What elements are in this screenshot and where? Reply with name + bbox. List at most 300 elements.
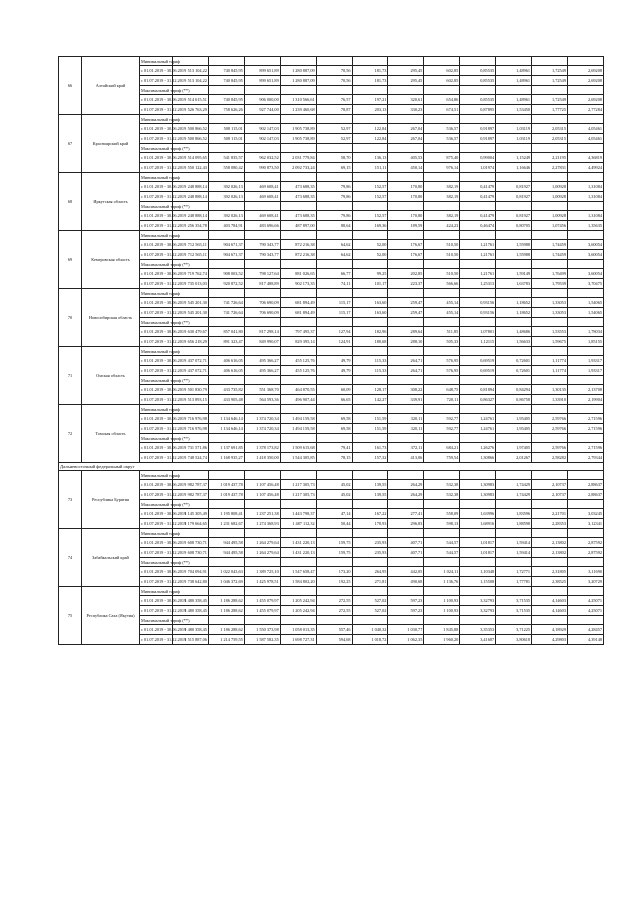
empty-cell — [244, 347, 280, 356]
value-cell: 1 960,20 — [424, 635, 460, 645]
empty-cell — [496, 144, 532, 153]
value-cell: 982 787,37 — [173, 480, 209, 490]
value-cell: 128,17 — [352, 385, 388, 395]
empty-cell — [388, 57, 424, 66]
value-cell: 602,85 — [424, 76, 460, 86]
value-cell: 152,57 — [352, 182, 388, 192]
value-cell: 904 671,37 — [208, 250, 244, 260]
value-cell: 0,91897 — [460, 134, 496, 144]
value-cell: 0,93156 — [460, 308, 496, 318]
value-cell: 2,38525 — [532, 577, 568, 587]
period-label: с 01.07.2019 - 31.12.2019 — [140, 221, 173, 231]
value-cell: 1 494 159,58 — [280, 414, 316, 424]
value-cell: 902 147,03 — [244, 124, 280, 134]
value-cell: 79,86 — [316, 192, 352, 202]
value-cell: 50,44 — [316, 519, 352, 529]
value-cell: 1,83596 — [496, 509, 532, 519]
empty-cell — [352, 347, 388, 356]
value-cell: 759,54 — [424, 453, 460, 463]
empty-cell — [460, 57, 496, 66]
empty-cell — [208, 115, 244, 124]
value-cell: 1,93317 — [567, 356, 603, 366]
value-cell: 514 095,65 — [173, 153, 209, 163]
period-label: с 01.01.2019 - 30.06.2019 — [140, 269, 173, 279]
value-cell: 927 744,00 — [244, 105, 280, 115]
value-cell: 101,17 — [352, 279, 388, 289]
tariff-row — [59, 124, 604, 134]
tariff-row — [59, 192, 604, 202]
value-cell: 592,77 — [424, 414, 460, 424]
value-cell: 2,10737 — [532, 480, 568, 490]
empty-cell — [244, 405, 280, 414]
tariff-row — [59, 424, 604, 434]
value-cell: 962 032,52 — [244, 153, 280, 163]
tariff-type-label: Минимальный тариф — [141, 530, 181, 536]
value-cell: 151,59 — [352, 424, 388, 434]
value-cell: 1,25313 — [460, 279, 496, 289]
value-cell: 52,00 — [352, 250, 388, 260]
value-cell: 1,01974 — [460, 163, 496, 173]
value-cell: 264,29 — [388, 490, 424, 500]
empty-cell — [424, 558, 460, 567]
value-cell: 455 125,76 — [280, 366, 316, 376]
value-cell: 510,50 — [424, 269, 460, 279]
value-cell: 2,88637 — [567, 490, 603, 500]
empty-cell — [388, 558, 424, 567]
value-cell: 76,57 — [316, 95, 352, 105]
value-cell: 405,53 — [388, 153, 424, 163]
value-cell: 681 894,49 — [280, 308, 316, 318]
empty-cell — [460, 471, 496, 480]
tariff-row — [59, 95, 604, 105]
value-cell: 1 058 013,35 — [280, 625, 316, 635]
empty-cell — [532, 173, 568, 182]
value-cell: 944 495,58 — [208, 538, 244, 548]
value-cell: 2,13708 — [567, 385, 603, 395]
value-cell: 490,68 — [388, 577, 424, 587]
empty-cell — [208, 587, 244, 596]
value-cell: 1 186 288,62 — [208, 625, 244, 635]
value-cell: 4,36819 — [567, 153, 603, 163]
value-cell: 0,86327 — [460, 395, 496, 405]
value-cell: 2,71596 — [567, 424, 603, 434]
empty-cell — [244, 57, 280, 66]
empty-cell — [460, 529, 496, 538]
empty-cell — [208, 57, 244, 66]
empty-cell — [424, 376, 460, 385]
tariff-type-label: Максимальный тариф (**) — [141, 377, 190, 383]
value-cell: 2,71596 — [567, 414, 603, 424]
empty-cell — [316, 434, 352, 443]
value-cell: 70,56 — [316, 66, 352, 76]
empty-cell — [496, 260, 532, 269]
tariff-row — [59, 385, 604, 395]
value-cell: 1 480 358,45 — [173, 596, 209, 606]
value-cell: 1 264 279,64 — [244, 538, 280, 548]
value-cell: 1 205 242,94 — [280, 606, 316, 616]
value-cell: 976,14 — [424, 163, 460, 173]
tariff-row — [59, 66, 604, 76]
period-label: с 01.07.2019 - 31.12.2019 — [140, 76, 173, 86]
value-cell: 716 976,98 — [173, 414, 209, 424]
empty-cell — [244, 144, 280, 153]
period-label: с 01.01.2019 - 30.06.2019 — [140, 356, 173, 366]
value-cell: 4,05461 — [567, 124, 603, 134]
value-cell: 1,24761 — [460, 424, 496, 434]
empty-cell — [280, 260, 316, 269]
empty-cell — [567, 260, 603, 269]
value-cell: 2,88637 — [567, 480, 603, 490]
tariff-row — [59, 414, 604, 424]
period-label: с 01.07.2019 - 31.12.2019 — [140, 105, 173, 115]
value-cell: 1 024,11 — [424, 567, 460, 577]
region-name: Омская область — [82, 347, 140, 405]
empty-cell — [208, 318, 244, 327]
value-cell: 223,37 — [388, 279, 424, 289]
value-cell: 52,97 — [316, 134, 352, 144]
value-cell: 719 762,74 — [173, 269, 209, 279]
period-label: с 01.01.2019 - 30.06.2019 — [140, 538, 173, 548]
district-row — [59, 463, 604, 471]
value-cell: 1 905 738,89 — [280, 124, 316, 134]
empty-cell — [532, 405, 568, 414]
value-cell: 170,80 — [388, 192, 424, 202]
value-cell: 3,60054 — [567, 240, 603, 250]
value-cell: 382,19 — [424, 182, 460, 192]
value-cell: 3,32793 — [460, 596, 496, 606]
value-cell: 3,03245 — [567, 509, 603, 519]
empty-cell — [567, 318, 603, 327]
value-cell: 170,80 — [388, 211, 424, 221]
value-cell: 2,87592 — [567, 548, 603, 558]
period-label: с 01.01.2019 - 30.06.2019 — [140, 596, 173, 606]
region-name: Томская область — [82, 405, 140, 463]
value-cell: 248 888,14 — [173, 182, 209, 192]
value-cell: 716 976,98 — [173, 424, 209, 434]
value-cell: 264,71 — [388, 366, 424, 376]
value-cell: 382,19 — [424, 211, 460, 221]
tariff-type-row — [59, 144, 604, 153]
value-cell: 256 354,78 — [173, 221, 209, 231]
tariff-type-label: Максимальный тариф (**) — [141, 203, 190, 209]
region-number: 73 — [59, 471, 82, 529]
value-cell: 2,28353 — [532, 519, 568, 529]
value-cell: 674,51 — [424, 105, 460, 115]
value-cell: 1,31084 — [567, 182, 603, 192]
value-cell: 159,75 — [316, 538, 352, 548]
empty-cell — [496, 471, 532, 480]
tariff-row — [59, 366, 604, 376]
value-cell: 79,86 — [316, 211, 352, 221]
empty-cell — [424, 144, 460, 153]
value-cell: 1,93317 — [567, 366, 603, 376]
tariff-row — [59, 182, 604, 192]
value-cell: 510,50 — [424, 250, 460, 260]
tariff-type-label: Минимальный тариф — [141, 290, 181, 296]
value-cell: 510,50 — [424, 240, 460, 250]
value-cell: 513 104,22 — [173, 66, 209, 76]
empty-cell — [460, 318, 496, 327]
value-cell: 1 431 220,13 — [280, 548, 316, 558]
value-cell: 0,84294 — [496, 385, 532, 395]
value-cell: 576,95 — [424, 366, 460, 376]
empty-cell — [244, 260, 280, 269]
region-number: 75 — [59, 587, 82, 645]
value-cell: 857 041,80 — [208, 327, 244, 337]
value-cell: 564 593,36 — [244, 395, 280, 405]
period-label: с 01.07.2019 - 31.12.2019 — [140, 163, 173, 173]
period-label: с 01.07.2019 - 31.12.2019 — [140, 548, 173, 558]
empty-cell — [388, 405, 424, 414]
empty-cell — [316, 347, 352, 356]
value-cell: 2,77284 — [567, 105, 603, 115]
value-cell: 735 013,03 — [173, 279, 209, 289]
value-cell: 45,02 — [316, 490, 352, 500]
value-cell: 526 763,29 — [173, 105, 209, 115]
value-cell: 1 480 358,45 — [173, 606, 209, 616]
value-cell: 3,80618 — [496, 635, 532, 645]
value-cell: 1,48961 — [496, 76, 532, 86]
empty-cell — [460, 347, 496, 356]
value-cell: 0,81927 — [496, 192, 532, 202]
value-cell: 4,18929 — [532, 625, 568, 635]
value-cell: 1,24761 — [460, 414, 496, 424]
empty-cell — [496, 173, 532, 182]
empty-cell — [567, 529, 603, 538]
value-cell: 1,03119 — [496, 124, 532, 134]
tariff-type-row — [59, 376, 604, 385]
value-cell: 1,30866 — [460, 453, 496, 463]
empty-cell — [567, 57, 603, 66]
value-cell: 748 524,74 — [173, 453, 209, 463]
empty-cell — [316, 405, 352, 414]
tariff-type-row — [59, 231, 604, 240]
empty-cell — [244, 471, 280, 480]
empty-cell — [352, 471, 388, 480]
empty-cell — [532, 558, 568, 567]
empty-cell — [532, 434, 568, 443]
tariff-type-label: Минимальный тариф — [141, 116, 181, 122]
value-cell: 74,11 — [316, 279, 352, 289]
empty-cell — [388, 289, 424, 298]
empty-cell — [460, 405, 496, 414]
value-cell: 557,46 — [316, 625, 352, 635]
value-cell: 64,62 — [316, 250, 352, 260]
value-cell: 576,95 — [424, 356, 460, 366]
value-cell: 1 046 372,69 — [208, 577, 244, 587]
empty-cell — [244, 500, 280, 509]
tariff-type-label: Минимальный тариф — [141, 174, 181, 180]
value-cell: 176,67 — [388, 240, 424, 250]
value-cell: 1,79539 — [532, 279, 568, 289]
value-cell: 330,23 — [388, 105, 424, 115]
tariff-type-row — [59, 500, 604, 509]
empty-cell — [208, 471, 244, 480]
empty-cell — [424, 616, 460, 625]
value-cell: 1 205 242,94 — [280, 596, 316, 606]
tariff-row — [59, 538, 604, 548]
period-label: с 01.07.2019 - 31.12.2019 — [140, 250, 173, 260]
value-cell: 70,56 — [316, 76, 352, 86]
empty-cell — [388, 500, 424, 509]
value-cell: 1,33053 — [532, 308, 568, 318]
value-cell: 1 374 720,34 — [244, 424, 280, 434]
value-cell: 500 866,52 — [173, 124, 209, 134]
value-cell: 532,38 — [424, 490, 460, 500]
value-cell: 1,72549 — [532, 66, 568, 76]
empty-cell — [388, 115, 424, 124]
value-cell: 597,23 — [388, 596, 424, 606]
value-cell: 1 378 173,82 — [244, 443, 280, 453]
tariff-type-row — [59, 260, 604, 269]
value-cell: 2,01267 — [496, 453, 532, 463]
empty-cell — [244, 115, 280, 124]
empty-cell — [316, 86, 352, 95]
value-cell: 551 368,70 — [244, 385, 280, 395]
value-cell: 541 835,57 — [208, 153, 244, 163]
tariff-row — [59, 211, 604, 221]
value-cell: 1 217 305,73 — [280, 480, 316, 490]
tariff-type-label: Максимальный тариф (**) — [141, 559, 190, 565]
value-cell: 1,33053 — [532, 298, 568, 308]
value-cell: 1 845,88 — [424, 625, 460, 635]
value-cell: 527,02 — [352, 606, 388, 616]
value-cell: 0,85535 — [460, 66, 496, 76]
value-cell: 1,35635 — [567, 221, 603, 231]
value-cell: 1,12115 — [460, 337, 496, 347]
empty-cell — [244, 318, 280, 327]
empty-cell — [567, 86, 603, 95]
value-cell: 849 990,07 — [244, 337, 280, 347]
value-cell: 1,30983 — [460, 490, 496, 500]
empty-cell — [388, 231, 424, 240]
value-cell: 4,49924 — [567, 163, 603, 173]
empty-cell — [280, 347, 316, 356]
tariff-row — [59, 308, 604, 318]
value-cell: 4,28457 — [567, 625, 603, 635]
tariff-type-label: Минимальный тариф — [141, 58, 181, 64]
value-cell: 0,91897 — [460, 124, 496, 134]
value-cell: 495 366,27 — [244, 356, 280, 366]
value-cell: 1,74459 — [532, 250, 568, 260]
empty-cell — [496, 86, 532, 95]
empty-cell — [280, 434, 316, 443]
value-cell: 1 186 288,62 — [208, 596, 244, 606]
region-number: 74 — [59, 529, 82, 587]
empty-cell — [352, 405, 388, 414]
value-cell: 2,19904 — [567, 395, 603, 405]
empty-cell — [388, 173, 424, 182]
value-cell: 442,05 — [388, 567, 424, 577]
empty-cell — [388, 376, 424, 385]
value-cell: 496 907,44 — [280, 395, 316, 405]
value-cell: 1 100,93 — [424, 596, 460, 606]
value-cell: 550 122,43 — [173, 163, 209, 173]
value-cell: 173,20 — [316, 567, 352, 577]
value-cell: 1,48686 — [496, 327, 532, 337]
empty-cell — [532, 318, 568, 327]
value-cell: 0,85535 — [460, 95, 496, 105]
tariff-row — [59, 625, 604, 635]
empty-cell — [496, 405, 532, 414]
value-cell: 469 608,41 — [244, 211, 280, 221]
empty-cell — [280, 587, 316, 596]
tariff-row — [59, 567, 604, 577]
value-cell: 513 893,15 — [173, 395, 209, 405]
period-label: с 01.07.2019 - 31.12.2019 — [140, 337, 173, 347]
value-cell: 0,46474 — [460, 221, 496, 231]
period-label: с 01.01.2019 - 30.06.2019 — [140, 153, 173, 163]
value-cell: 536,57 — [424, 134, 460, 144]
empty-cell — [316, 289, 352, 298]
empty-cell — [460, 173, 496, 182]
empty-cell — [244, 376, 280, 385]
value-cell: 1 134 646,14 — [208, 424, 244, 434]
value-cell: 1 480 358,45 — [173, 625, 209, 635]
value-cell: 944 495,58 — [208, 548, 244, 558]
value-cell: 544,57 — [424, 548, 460, 558]
tariff-row — [59, 490, 604, 500]
value-cell: 1,30135 — [532, 385, 568, 395]
value-cell: 2,05315 — [532, 124, 568, 134]
empty-cell — [388, 587, 424, 596]
value-cell: 594,68 — [316, 635, 352, 645]
empty-cell — [280, 289, 316, 298]
tariff-type-label: Минимальный тариф — [141, 472, 181, 478]
tariff-row — [59, 635, 604, 645]
empty-cell — [352, 57, 388, 66]
empty-cell — [532, 289, 568, 298]
empty-cell — [280, 318, 316, 327]
value-cell: 908 003,52 — [208, 269, 244, 279]
tariff-type-row — [59, 86, 604, 95]
value-cell: 1,78034 — [567, 327, 603, 337]
empty-cell — [532, 587, 568, 596]
empty-cell — [388, 471, 424, 480]
value-cell: 320,11 — [388, 414, 424, 424]
empty-cell — [567, 587, 603, 596]
tariff-row — [59, 163, 604, 173]
value-cell: 169,36 — [352, 221, 388, 231]
value-cell: 433 735,82 — [208, 385, 244, 395]
empty-cell — [316, 471, 352, 480]
value-cell: 2,69208 — [567, 95, 603, 105]
value-cell: 654,86 — [424, 95, 460, 105]
value-cell: 1 418 350,00 — [244, 453, 280, 463]
empty-cell — [352, 587, 388, 596]
tariff-row — [59, 279, 604, 289]
period-label: с 01.07.2019 - 31.12.2019 — [140, 134, 173, 144]
empty-cell — [424, 260, 460, 269]
region-name: Иркутская область — [82, 173, 140, 231]
region-number: 67 — [59, 115, 82, 173]
period-label: с 01.07.2019 - 31.12.2019 — [140, 453, 173, 463]
empty-cell — [352, 529, 388, 538]
value-cell: 495 366,27 — [244, 366, 280, 376]
value-cell: 272,55 — [316, 596, 352, 606]
tariff-table — [58, 56, 604, 645]
value-cell: 473 688,35 — [280, 192, 316, 202]
empty-cell — [280, 57, 316, 66]
value-cell: 1,48961 — [496, 66, 532, 76]
value-cell: 1 374 720,34 — [244, 414, 280, 424]
tariff-row — [59, 327, 604, 337]
value-cell: 1 022 043,63 — [208, 567, 244, 577]
empty-cell — [352, 376, 388, 385]
empty-cell — [532, 86, 568, 95]
value-cell: 1,00928 — [532, 182, 568, 192]
value-cell: 99,25 — [352, 269, 388, 279]
